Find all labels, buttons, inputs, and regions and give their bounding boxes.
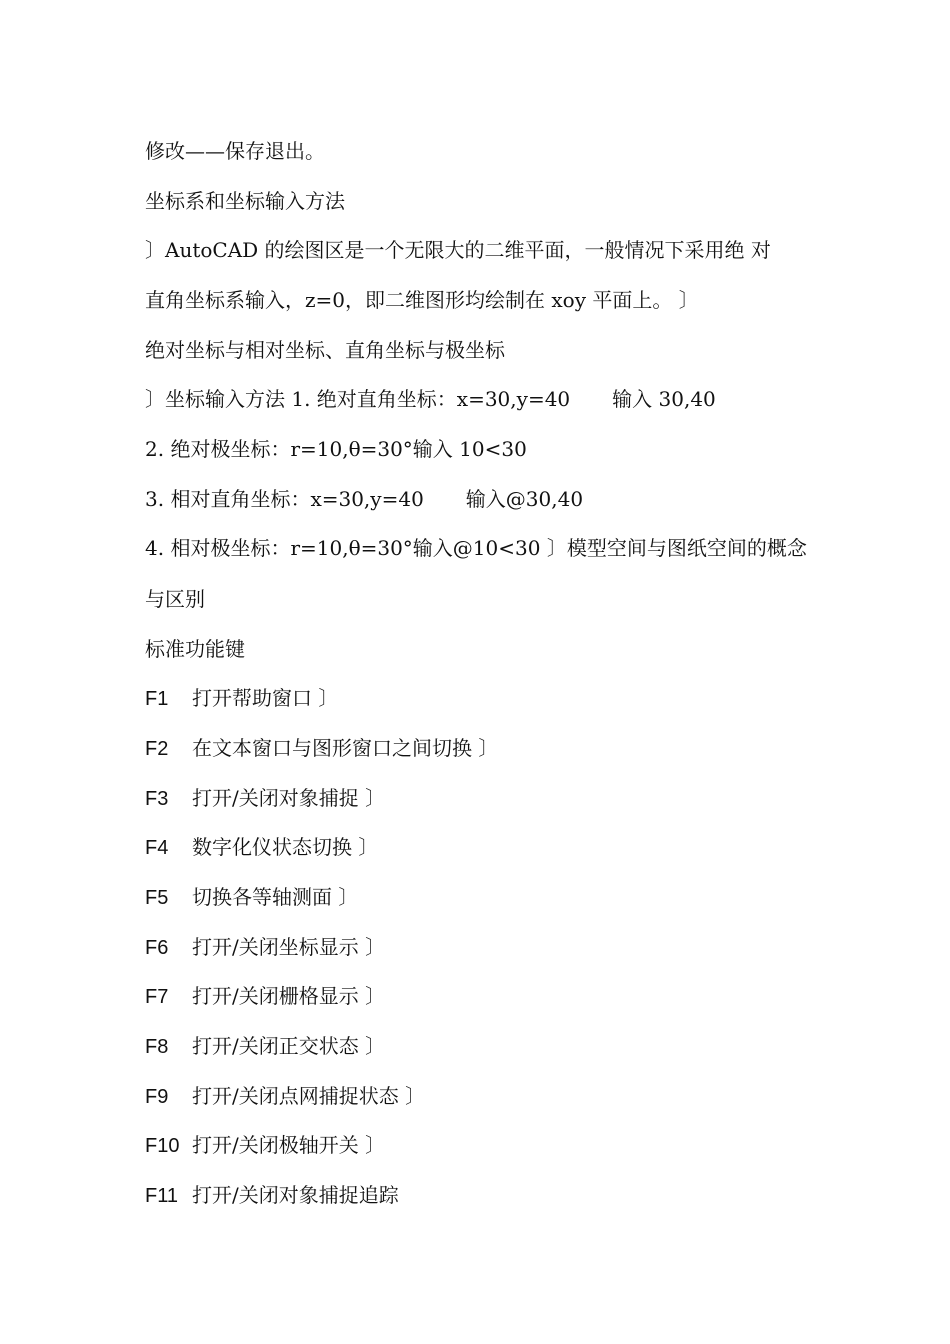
fkey-desc: 切换各等轴测面 〕 — [192, 885, 359, 909]
fkey-desc: 打开/关闭对象捕捉追踪 — [192, 1183, 399, 1207]
fkey-row — [145, 1132, 825, 1159]
paragraph-cartesian-input: 直角坐标系输入，z=0，即二维图形均绘制在 xoy 平面上。 〕 — [145, 288, 699, 312]
paragraph-rel-polar: 4. 相对极坐标：r=10,θ=30°输入@10<30 〕模型空间与图纸空间的概念 — [145, 536, 807, 560]
paragraph-autocad-plane: 〕AutoCAD 的绘图区是一个无限大的二维平面，一般情况下采用绝 对 — [145, 238, 771, 262]
fkey-label: F11 — [145, 1185, 178, 1207]
fkey-row — [145, 685, 825, 712]
fkey-label: F10 — [145, 1135, 180, 1157]
fkey-row — [145, 785, 825, 812]
paragraph-input-method-1 — [145, 386, 825, 412]
fkey-label: F7 — [145, 986, 169, 1008]
heading-function-keys: 标准功能键 — [145, 637, 245, 661]
paragraph-abs-polar: 2. 绝对极坐标：r=10,θ=30°输入 10<30 — [145, 437, 527, 461]
paragraph-save-exit: 修改——保存退出。 — [145, 139, 325, 163]
fkey-label: F3 — [145, 788, 169, 810]
fkey-desc: 打开/关闭正交状态 〕 — [192, 1034, 386, 1058]
fkey-row — [145, 735, 825, 762]
abs-cartesian-input: 输入 30,40 — [612, 387, 716, 411]
paragraph-difference: 与区别 — [145, 587, 205, 611]
fkey-row — [145, 834, 825, 861]
fkey-label: F5 — [145, 887, 169, 909]
fkey-desc: 打开/关闭栅格显示 〕 — [192, 984, 386, 1008]
fkey-label: F8 — [145, 1036, 169, 1058]
rel-cartesian-text: 3. 相对直角坐标：x=30,y=40 — [145, 487, 424, 511]
fkey-row — [145, 884, 825, 911]
fkey-row — [145, 983, 825, 1010]
heading-coordinate-system: 坐标系和坐标输入方法 — [145, 189, 345, 213]
fkey-desc: 在文本窗口与图形窗口之间切换 〕 — [192, 736, 499, 760]
fkey-row — [145, 1182, 825, 1209]
fkey-desc: 数字化仪状态切换 〕 — [192, 835, 379, 859]
fkey-row — [145, 1033, 825, 1060]
paragraph-rel-cartesian — [145, 486, 825, 512]
heading-absolute-relative: 绝对坐标与相对坐标、直角坐标与极坐标 — [145, 338, 505, 362]
rel-cartesian-input: 输入@30,40 — [465, 487, 584, 511]
fkey-label: F9 — [145, 1086, 169, 1108]
fkey-label: F1 — [145, 688, 169, 710]
abs-cartesian-text: 〕坐标输入方法 1. 绝对直角坐标：x=30,y=40 — [145, 387, 571, 411]
fkey-row — [145, 934, 825, 961]
fkey-desc: 打开/关闭点网捕捉状态 〕 — [192, 1084, 426, 1108]
fkey-label: F4 — [145, 837, 169, 859]
fkey-desc: 打开/关闭极轴开关 〕 — [192, 1133, 386, 1157]
fkey-desc: 打开/关闭坐标显示 〕 — [192, 935, 386, 959]
fkey-row — [145, 1083, 825, 1110]
fkey-label: F6 — [145, 937, 169, 959]
fkey-desc: 打开帮助窗口 〕 — [192, 686, 339, 710]
fkey-label: F2 — [145, 738, 169, 760]
fkey-desc: 打开/关闭对象捕捉 〕 — [192, 786, 386, 810]
